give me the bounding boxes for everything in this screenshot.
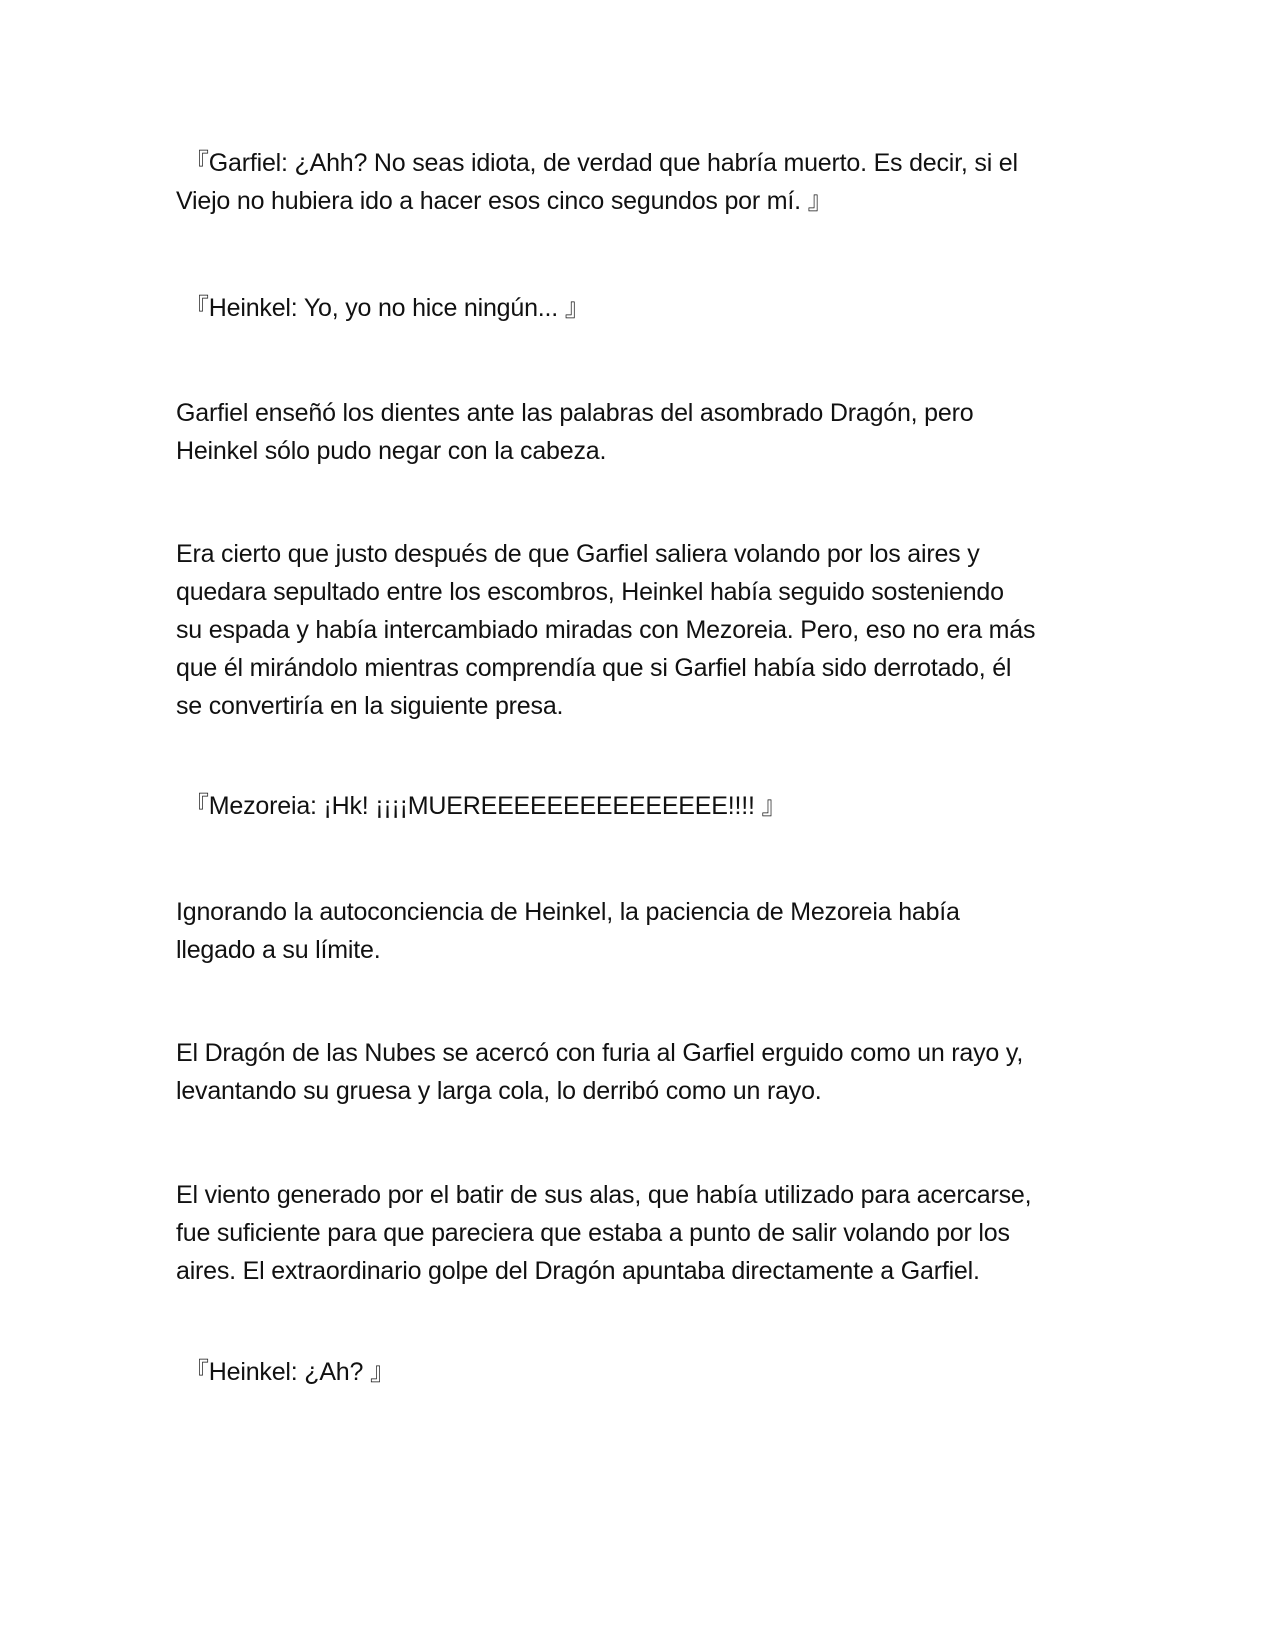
text-line: El Dragón de las Nubes se acercó con furia al Garfiel erguido como un rayo y,: [176, 1039, 1024, 1067]
narration-garfiel-dientes: [176, 394, 1096, 470]
text-line: 『Heinkel: Yo, yo no hice ningún... 』: [184, 294, 590, 322]
text-line: Viejo no hubiera ido a hacer esos cinco segundos por mí. 』: [176, 187, 833, 215]
text-line: aires. El extraordinario golpe del Dragón apuntaba directamente a Garfiel.: [176, 1257, 980, 1285]
text-line: Ignorando la autoconciencia de Heinkel, la paciencia de Mezoreia había: [176, 898, 960, 926]
text-line: su espada y había intercambiado miradas con Mezoreia. Pero, eso no era más: [176, 616, 1036, 644]
text-line: quedara sepultado entre los escombros, Heinkel había seguido sosteniendo: [176, 578, 1004, 606]
dialog-garfiel-ahh: [176, 144, 1104, 220]
text-line: Heinkel sólo pudo negar con la cabeza.: [176, 437, 607, 465]
narration-era-cierto: [176, 535, 1096, 725]
text-line: El viento generado por el batir de sus alas, que había utilizado para acercarse,: [176, 1181, 1032, 1209]
text-line: se convertiría en la siguiente presa.: [176, 692, 564, 720]
text-line: 『Heinkel: ¿Ah? 』: [184, 1358, 395, 1386]
narration-viento: [176, 1176, 1096, 1290]
text-line: Era cierto que justo después de que Garfiel saliera volando por los aires y: [176, 540, 980, 568]
text-line: llegado a su límite.: [176, 936, 381, 964]
text-line: 『Mezoreia: ¡Hk! ¡¡¡¡MUEREEEEEEEEEEEEEEE!!!! 』: [184, 792, 787, 820]
text-line: 『Garfiel: ¿Ahh? No seas idiota, de verdad que habría muerto. Es decir, si el: [184, 149, 1018, 177]
narration-ignorando: [176, 893, 1096, 969]
dialog-mezoreia-muere: [184, 787, 1104, 825]
dialog-heinkel-ah: [184, 1353, 1104, 1391]
text-line: Garfiel enseñó los dientes ante las palabras del asombrado Dragón, pero: [176, 399, 974, 427]
text-line: fue suficiente para que pareciera que estaba a punto de salir volando por los: [176, 1219, 1010, 1247]
narration-dragon-nubes: [176, 1034, 1096, 1110]
text-line: levantando su gruesa y larga cola, lo derribó como un rayo.: [176, 1077, 822, 1105]
dialog-heinkel-yo: [184, 289, 1104, 327]
text-line: que él mirándolo mientras comprendía que si Garfiel había sido derrotado, él: [176, 654, 1012, 682]
